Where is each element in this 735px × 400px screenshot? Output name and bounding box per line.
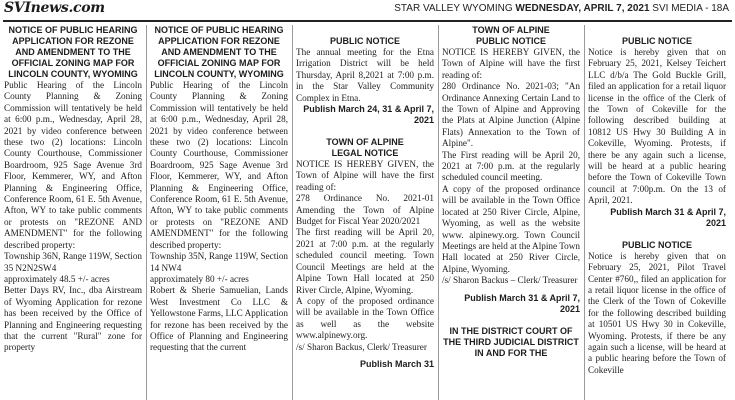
notice-body: The First reading will be April 20, 2021 at 7:00 p.m. at the regularly scheduled council meeting.	[442, 149, 580, 183]
spacer	[588, 229, 726, 240]
notice-subheading: PUBLIC NOTICE	[475, 36, 546, 46]
notice-body: Public Hearing of the Lincoln County Planning & Zoning Commission will tentatively be held at 6:00 p.m., Wednesday, April 28, 2021 by video conference between these two (2) locations: Lincoln County Courthouse, Commissioner Boardroom, 925 Sage Avenue 3rd Floor, Kemmerer, WY, and Afton Planning & Engineering Office, Conference Room, 61 E. 5th Avenue, Afton, WY to take public comments or protests on "REZONE AND AMENDMENT" for the following described property:	[4, 80, 142, 250]
notice-heading: PUBLIC NOTICE	[329, 36, 400, 46]
notice-body: The annual meeting for the Etna Irrigation District will be held Thursday, April 8,2021 at 7:00 p.m. in the Star Valley Community Complex in Etna.	[296, 47, 434, 103]
notice-columns	[0, 25, 735, 400]
notice-body: A copy of the proposed ordinance will be available in the Town Office as well as the website www.alpinewy.org.	[296, 295, 434, 341]
notice-body: The first reading will be April 20, 2021 at 7:00 p.m. at the regularly scheduled council meeting. Town Council Meetings are held at the Alpine Town Hall located at 250 River Circle, Alpine, Wyoming.	[296, 227, 434, 295]
notice-subheading: LEGAL NOTICE	[331, 148, 399, 159]
spacer	[588, 25, 726, 36]
parcel-description: Township 36N, Range 119W, Section 35 N2N2SW4	[4, 251, 142, 273]
applicant-text: Robert & Sherie Samuelian, Lands West Investment Co LLC & Yellowstone Farms, LLC Application for rezone has been received by the Office of Planning and Engineering requesting that the current	[150, 285, 288, 353]
notice-heading: NOTICE OF PUBLIC HEARING APPLICATION FOR REZONE AND AMENDMENT TO THE OFFICIAL ZONING MAP FOR LINCOLN COUNTY, WYOMING	[8, 25, 138, 79]
column-etna-alpine	[296, 25, 434, 400]
notice-body: NOTICE IS HEREBY GIVEN, the Town of Alpine will have the first reading of:	[296, 159, 434, 192]
notice-body: Public Hearing of the Lincoln County Planning & Zoning Commission will tentatively be held at 6:00 p.m., Wednesday, April 28, 2021 by video conference between these two (2) locations: Lincoln County Courthouse, Commissioner Boardroom, 925 Sage Avenue 3rd Floor, Kemmerer, WY, and Afton Planning & Engineering Office, Conference Room, 61 E. 5th Avenue, Afton, WY to take public comments or protests on "REZONE AND AMENDMENT" for the following described property:	[150, 80, 288, 250]
court-heading: IN THE DISTRICT COURT OF THE THIRD JUDICIAL DISTRICT IN AND FOR THE	[443, 325, 579, 358]
masthead-rule	[3, 20, 732, 22]
parcel-acres: approximately 80 +/- acres	[150, 273, 249, 284]
publish-dates: Publish March 24, 31 & April 7, 2021	[303, 104, 434, 126]
notice-heading: TOWN OF ALPINE	[326, 137, 404, 148]
spacer	[442, 315, 580, 326]
notice-heading: NOTICE OF PUBLIC HEARING APPLICATION FOR REZONE AND AMENDMENT TO THE OFFICIAL ZONING MAP FOR LINCOLN COUNTY, WYOMING	[154, 25, 284, 79]
notice-heading: PUBLIC NOTICE	[621, 239, 692, 250]
masthead	[0, 0, 735, 22]
column-alpine-annexation	[442, 25, 580, 400]
spacer	[296, 25, 434, 36]
notice-body: Notice is hereby given that on February 25, 2021, Pilot Travel Center #760,, filed an application for a retail liquor license in the office of the Clerk of the Town of Cokeville for the following described building at 10501 US Hwy 30 in Cokeville, Wyoming. Protests, if there be any again such a license, will be heard at a public hearing before the Town of Cokeville	[588, 250, 726, 375]
publish-dates: Publish March 31 & April 7, 2021	[610, 206, 726, 228]
publish-dates: Publish March 31 & April 7, 2021	[464, 292, 580, 314]
section-page: SVI MEDIA - 18A	[652, 3, 729, 14]
paper-name: STAR VALLEY WYOMING	[394, 3, 513, 14]
signature: /s/ Sharon Backus – Clerk/ Treasurer	[442, 275, 578, 286]
parcel-description: Township 35N, Range 119W, Section 14 NW4	[150, 251, 288, 273]
notice-heading: PUBLIC NOTICE	[621, 36, 692, 46]
ordinance-title: 280 Ordinance No. 2021-03; "An Ordinance Annexing Certain Land to the Town of Alpine and Approving the Plats at Alpine Junction (Alpine Flats) Annexation to the Town of Alpine".	[442, 81, 580, 149]
column-rezone-samuelian	[150, 25, 288, 400]
applicant-text: Better Days RV, Inc., dba Airstream of Wyoming Application for rezone has been received by the Office of Planning and Engineering requesting that the current "Rural" zone for property	[4, 285, 142, 353]
parcel-acres: approximately 48.5 +/- acres	[4, 273, 110, 284]
publish-dates: Publish March 31	[359, 358, 434, 369]
spacer	[296, 126, 434, 137]
issue-date: WEDNESDAY, APRIL 7, 2021	[515, 3, 650, 14]
ordinance-title: 278 Ordinance No. 2021-01 Amending the Town of Alpine Budget for Fiscal Year 2020/2021	[296, 193, 434, 227]
column-rezone-airstream	[4, 25, 142, 400]
column-cokeville-liquor	[588, 25, 726, 400]
signature: /s/ Sharon Backus, Clerk/ Treasurer	[296, 341, 427, 352]
notice-heading: TOWN OF ALPINE	[472, 25, 550, 35]
notice-body: Notice is hereby given that on February 25, 2021, Kelsey Teichert LLC d/b/a The Gold Buckle Grill, filed an application for a retail liquor license in the office of the Clerk of the Town of Cokeville for the following described building at 10812 US Hwy 30 Building A in Cokeville, Wyoming. Protests, if there be any again such a license, will be heard at a public hearing before the Town of Cokeville Town council at 7:00p.m. On the 13 of April, 2021.	[588, 47, 726, 206]
notice-body: A copy of the proposed ordinance will be available in the Town Office located at 250 River Circle, Alpine, Wyoming, as well as the website www. alpinewy.org. Town Council Meetings are held at the Alpine Town Hall located at 250 River Circle, Alpine, Wyoming.	[442, 183, 580, 274]
site-logo: SVInews.com	[4, 0, 105, 16]
page-folio	[394, 3, 729, 14]
notice-body: NOTICE IS HEREBY GIVEN, the Town of Alpine will have the first reading of:	[442, 47, 580, 80]
